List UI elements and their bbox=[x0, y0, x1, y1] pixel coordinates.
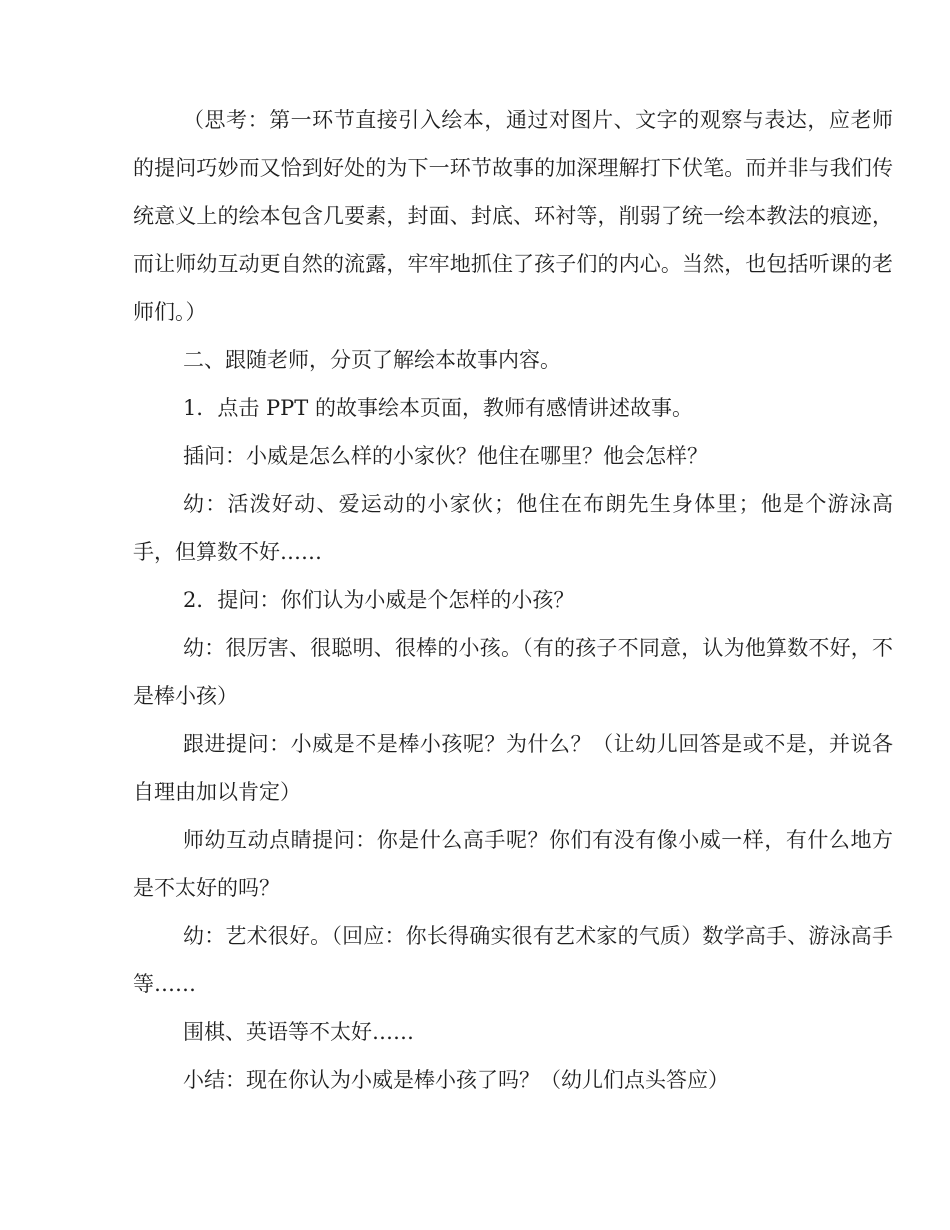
paragraph-follow-up-question: 跟进提问：小威是不是棒小孩呢？为什么？（让幼儿回答是或不是，并说各自理由加以肯定） bbox=[133, 732, 893, 804]
paragraph-step-1: 1．点击 PPT 的故事绘本页面，教师有感情讲述故事。 bbox=[183, 396, 693, 420]
paragraph-answer-4: 围棋、英语等不太好…… bbox=[183, 1020, 414, 1044]
paragraph-section-heading: 二、跟随老师，分页了解绘本故事内容。 bbox=[183, 348, 561, 372]
paragraph-question-1: 插问：小威是怎么样的小家伙？他住在哪里？他会怎样？ bbox=[183, 444, 708, 468]
paragraph-reflection: （思考：第一环节直接引入绘本，通过对图片、文字的观察与表达，应老师的提问巧妙而又恰到好处的为下一环节故事的加深理解打下伏笔。而并非与我们传统意义上的绘本包含几要素，封面、封底、环衬等，削弱了统一绘本教法的痕迹，而让师幼互动更自然的流露，牢牢地抓住了孩子们的内心。当然，也包括听课的老师们。） bbox=[133, 108, 893, 324]
paragraph-step-2: 2．提问：你们认为小威是个怎样的小孩？ bbox=[183, 588, 575, 612]
paragraph-interaction-question: 师幼互动点睛提问：你是什么高手呢？你们有没有像小威一样，有什么地方是不太好的吗？ bbox=[133, 828, 893, 900]
paragraph-answer-1: 幼：活泼好动、爱运动的小家伙；他住在布朗先生身体里；他是个游泳高手，但算数不好…… bbox=[133, 492, 893, 564]
paragraph-summary: 小结：现在你认为小威是棒小孩了吗？（幼儿们点头答应） bbox=[183, 1068, 729, 1092]
document-body bbox=[133, 96, 893, 1104]
paragraph-answer-2: 幼：很厉害、很聪明、很棒的小孩。（有的孩子不同意，认为他算数不好，不是棒小孩） bbox=[133, 636, 893, 708]
paragraph-answer-3: 幼：艺术很好。（回应：你长得确实很有艺术家的气质）数学高手、游泳高手等…… bbox=[133, 924, 893, 996]
